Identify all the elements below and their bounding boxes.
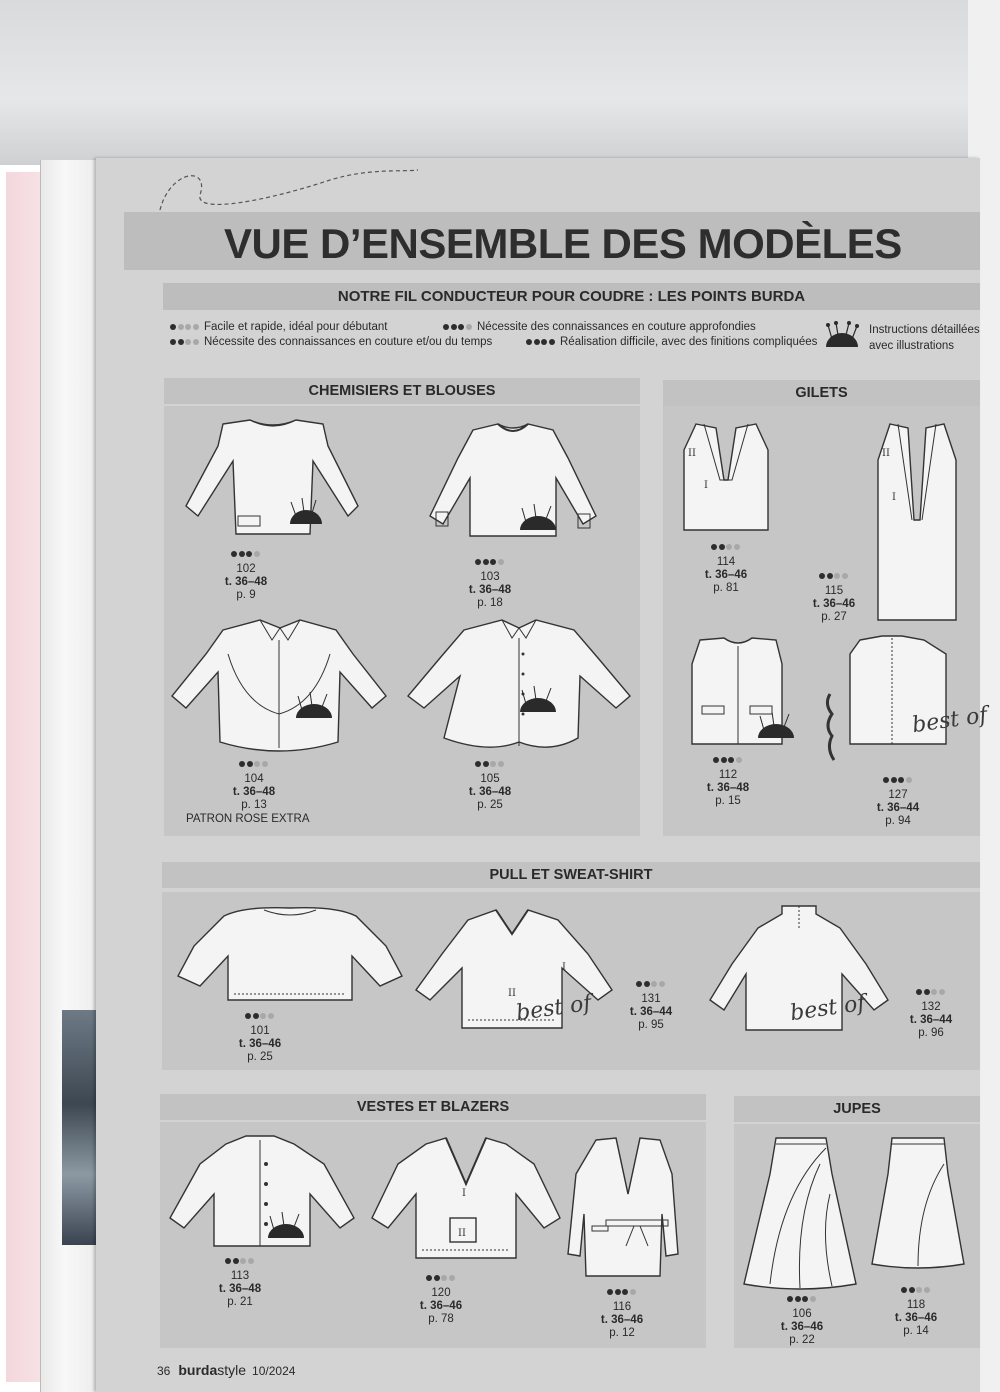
model-page: p. 21 (227, 1296, 253, 1308)
model-page: p. 27 (821, 611, 847, 623)
adjacent-page-photo (62, 1010, 100, 1245)
model-page: p. 13 (241, 799, 267, 811)
model-page: p. 78 (428, 1313, 454, 1325)
legend-instructions (869, 322, 980, 354)
model-sizes: t. 36–46 (238, 1038, 282, 1050)
model-131 (611, 978, 691, 1032)
model-105 (450, 758, 530, 812)
model-sizes: t. 36–44 (909, 1014, 953, 1026)
brand-logo-light: style (217, 1362, 247, 1378)
piece-label: I (462, 1188, 466, 1199)
gilet-112-sketch (678, 634, 798, 750)
difficulty-dots (401, 1272, 481, 1285)
piece-label: I (562, 962, 566, 973)
model-sizes: t. 36–48 (232, 786, 276, 798)
gilet-127-sketch (820, 634, 960, 768)
legend-level-4 (526, 336, 817, 348)
model-101 (220, 1010, 300, 1064)
difficulty-dots (443, 321, 473, 333)
section-title-vestes: VESTES ET BLAZERS (160, 1094, 706, 1120)
model-sizes: t. 36–44 (876, 802, 920, 814)
legend-instructions-line2: avec illustrations (869, 340, 955, 352)
model-page: p. 25 (477, 799, 503, 811)
model-sizes: t. 36–48 (706, 782, 750, 794)
shirt-105-sketch (402, 614, 636, 764)
piece-label: II (688, 448, 696, 459)
model-page: p. 94 (885, 815, 911, 827)
legend-text: Nécessite des connaissances en couture approfondies (477, 321, 756, 334)
section-title-gilets: GILETS (663, 380, 980, 406)
model-114 (686, 541, 766, 595)
piece-label: II (508, 988, 516, 999)
model-number: 127 (888, 789, 908, 801)
difficulty-dots (170, 336, 200, 348)
difficulty-dots (686, 541, 766, 554)
model-sizes: t. 36–48 (224, 576, 268, 588)
model-sizes: t. 36–46 (812, 598, 856, 610)
gilet-114-sketch (676, 420, 776, 536)
model-page: p. 14 (903, 1325, 929, 1337)
difficulty-dots (450, 758, 530, 771)
model-number: 104 (244, 773, 264, 785)
page-number: 36 (157, 1364, 171, 1378)
difficulty-dots (170, 321, 200, 333)
difficulty-dots (688, 754, 768, 767)
blouse-103-sketch (418, 418, 608, 548)
model-number: 103 (480, 571, 500, 583)
model-page: p. 95 (638, 1019, 664, 1031)
model-104 (214, 758, 294, 812)
model-number: 102 (236, 563, 256, 575)
model-number: 131 (641, 993, 661, 1005)
model-page: p. 96 (918, 1027, 944, 1039)
piece-label: II (882, 448, 890, 459)
legend-text: Réalisation difficile, avec des finitions compliquées (560, 336, 818, 349)
skirt-106-sketch (740, 1134, 860, 1294)
model-116 (582, 1286, 662, 1340)
best-of-label: best of (788, 990, 867, 1027)
extra-pattern-note: PATRON ROSE EXTRA (186, 813, 310, 825)
model-sizes: t. 36–46 (600, 1314, 644, 1326)
page-footer (157, 1362, 295, 1378)
model-115 (794, 570, 874, 624)
legend-instructions-line1: Instructions détaillées (869, 324, 980, 336)
blazer-116-sketch (566, 1134, 686, 1284)
difficulty-dots (858, 774, 938, 787)
model-page: p. 9 (236, 589, 256, 601)
model-page: p. 18 (477, 597, 503, 609)
legend-level-3 (443, 321, 756, 333)
pincushion-icon (822, 321, 862, 349)
section-title-chemisiers: CHEMISIERS ET BLOUSES (164, 378, 640, 404)
cardigan-120-sketch (366, 1134, 566, 1268)
model-number: 112 (718, 769, 738, 781)
model-102 (206, 548, 286, 602)
jacket-113-sketch (164, 1134, 360, 1254)
difficulty-dots (611, 978, 691, 991)
model-113 (200, 1255, 280, 1309)
model-number: 115 (824, 585, 844, 597)
model-page: p. 12 (609, 1327, 635, 1339)
brand-logo-bold: burda (178, 1362, 218, 1378)
model-sizes: t. 36–44 (629, 1006, 673, 1018)
shirt-104-sketch (168, 614, 390, 759)
section-title-jupes: JUPES (734, 1096, 980, 1122)
model-sizes: t. 36–48 (468, 584, 512, 596)
model-106 (762, 1293, 842, 1347)
difficulty-dots (206, 548, 286, 561)
difficulty-dots (794, 570, 874, 583)
legend-level-1 (170, 321, 387, 333)
difficulty-dots (891, 986, 971, 999)
model-page: p. 15 (715, 795, 741, 807)
skirt-118-sketch (868, 1134, 968, 1274)
model-number: 132 (921, 1001, 941, 1013)
scanner-background (0, 0, 1000, 165)
model-120 (401, 1272, 481, 1326)
issue-date: 10/2024 (252, 1364, 296, 1378)
legend-text: Facile et rapide, idéal pour débutant (204, 321, 388, 334)
blouse-102-sketch (178, 416, 368, 546)
model-number: 101 (250, 1025, 270, 1037)
model-number: 120 (431, 1287, 451, 1299)
best-of-label: best of (514, 990, 593, 1027)
best-of-label: best of (910, 702, 989, 739)
difficulty-dots (582, 1286, 662, 1299)
model-page: p. 22 (789, 1334, 815, 1346)
model-112 (688, 754, 768, 808)
model-number: 114 (716, 556, 736, 568)
model-sizes: t. 36–48 (468, 786, 512, 798)
piece-label: II (458, 1228, 466, 1239)
model-page: p. 81 (713, 582, 739, 594)
model-number: 106 (792, 1308, 812, 1320)
model-sizes: t. 36–48 (218, 1283, 262, 1295)
model-number: 113 (230, 1270, 250, 1282)
piece-label: I (704, 480, 708, 491)
model-132 (891, 986, 971, 1040)
model-sizes: t. 36–46 (704, 569, 748, 581)
model-sizes: t. 36–46 (419, 1300, 463, 1312)
page-title: VUE D’ENSEMBLE DES MODÈLES (224, 220, 902, 267)
legend-text: Nécessite des connaissances en couture et/ou du temps (204, 336, 493, 349)
difficulty-dots (220, 1010, 300, 1023)
model-number: 116 (612, 1301, 632, 1313)
model-118 (876, 1284, 956, 1338)
difficulty-dots (200, 1255, 280, 1268)
difficulty-dots (526, 336, 556, 348)
model-sizes: t. 36–46 (780, 1321, 824, 1333)
difficulty-dots (450, 556, 530, 569)
model-sizes: t. 36–46 (894, 1312, 938, 1324)
model-number: 105 (480, 773, 500, 785)
model-number: 118 (906, 1299, 926, 1311)
subtitle: NOTRE FIL CONDUCTEUR POUR COUDRE : LES POINTS BURDA (163, 283, 980, 310)
legend-level-2 (170, 336, 492, 348)
difficulty-dots (214, 758, 294, 771)
model-103 (450, 556, 530, 610)
piece-label: I (892, 492, 896, 503)
gilet-115-sketch (872, 420, 962, 625)
difficulty-dots (876, 1284, 956, 1297)
model-page: p. 25 (247, 1051, 273, 1063)
sweater-101-sketch (174, 906, 406, 1006)
difficulty-dots (762, 1293, 842, 1306)
section-title-pull: PULL ET SWEAT-SHIRT (162, 862, 980, 888)
model-127 (858, 774, 938, 828)
